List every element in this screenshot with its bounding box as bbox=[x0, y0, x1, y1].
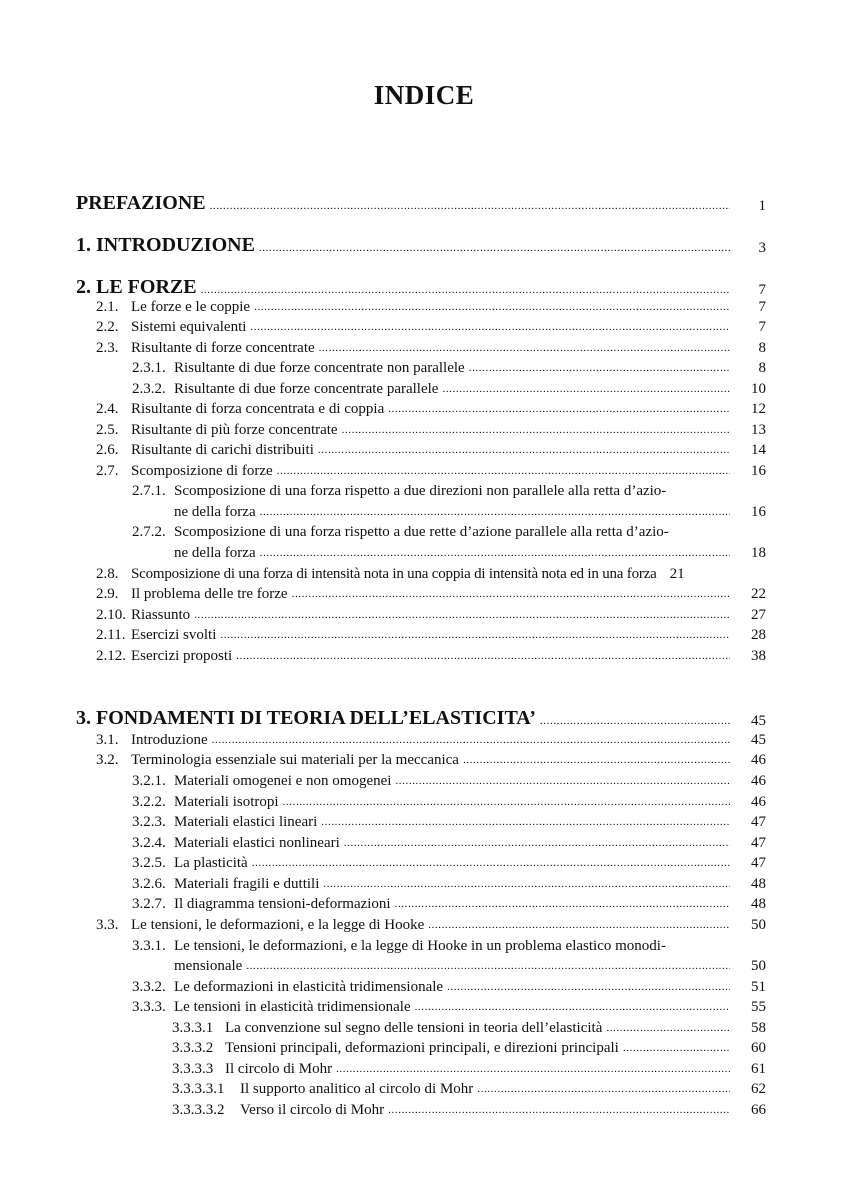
dot-leader bbox=[283, 797, 730, 807]
toc-entry-title-continued: ne della forza bbox=[174, 545, 256, 561]
toc-entry-number: 2.3.2. bbox=[132, 381, 166, 397]
toc-entry-number: 3.3.1. bbox=[132, 938, 166, 954]
toc-section[interactable] bbox=[96, 298, 766, 316]
toc-entry-title: Introduzione bbox=[131, 732, 208, 748]
dot-leader bbox=[259, 243, 730, 253]
toc-entry-title: Materiali fragili e duttili bbox=[174, 876, 320, 892]
toc-entry-number: 2.12. bbox=[96, 648, 126, 664]
toc-section[interactable] bbox=[96, 606, 766, 624]
dot-leader bbox=[463, 755, 730, 765]
toc-entry-number: 3.3.2. bbox=[132, 979, 166, 995]
toc-page-number: 8 bbox=[758, 360, 766, 376]
toc-entry-title: Il supporto analitico al circolo di Mohr bbox=[240, 1081, 474, 1097]
toc-entry-title: 3. FONDAMENTI DI TEORIA DELL’ELASTICITA’ bbox=[76, 707, 536, 729]
toc-entry-title: Terminologia essenziale sui materiali per la meccanica bbox=[131, 752, 459, 768]
toc-entry-number: 2.3. bbox=[96, 340, 119, 356]
dot-leader bbox=[277, 466, 730, 476]
toc-page-number: 7 bbox=[758, 319, 766, 335]
toc-entry-title: Esercizi proposti bbox=[131, 648, 233, 664]
toc-entry-number: 2.4. bbox=[96, 401, 119, 417]
dot-leader bbox=[254, 302, 730, 312]
toc-subsection-first-line[interactable] bbox=[132, 482, 666, 500]
toc-section[interactable] bbox=[96, 400, 766, 418]
toc-subsection[interactable] bbox=[132, 895, 766, 913]
toc-page-number: 13 bbox=[751, 422, 766, 438]
dot-leader bbox=[336, 1064, 730, 1074]
dot-leader bbox=[477, 1084, 730, 1094]
toc-chapter[interactable] bbox=[76, 275, 766, 299]
toc-page-number: 50 bbox=[751, 958, 766, 974]
toc-entry-number: 3.2.6. bbox=[132, 876, 166, 892]
toc-section[interactable] bbox=[96, 462, 766, 480]
toc-entry-number: 2.10. bbox=[96, 607, 126, 623]
toc-section[interactable] bbox=[96, 626, 766, 644]
toc-page-number: 16 bbox=[751, 504, 766, 520]
toc-page-number: 45 bbox=[751, 732, 766, 748]
toc-subsubsection[interactable] bbox=[172, 1101, 766, 1119]
dot-leader bbox=[220, 630, 730, 640]
toc-entry-title: Scomposizione di una forza rispetto a due rette d’azione parallele alla retta d’azio- bbox=[174, 524, 669, 540]
toc-page-number: 47 bbox=[751, 835, 766, 851]
toc-subsection-continuation[interactable] bbox=[174, 544, 766, 562]
toc-page-number: 47 bbox=[751, 855, 766, 871]
dot-leader bbox=[344, 838, 730, 848]
toc-entry-title: Scomposizione di una forza di intensità nota in una coppia di intensità nota ed in una forza bbox=[131, 566, 657, 582]
toc-entry-number: 3.3.3. bbox=[132, 999, 166, 1015]
toc-subsection-first-line[interactable] bbox=[132, 937, 666, 955]
dot-leader bbox=[342, 425, 730, 435]
toc-page-number: 50 bbox=[751, 917, 766, 933]
toc-subsection[interactable] bbox=[132, 772, 766, 790]
toc-page-number: 14 bbox=[751, 442, 766, 458]
toc-subsection-continuation[interactable] bbox=[174, 957, 766, 975]
toc-section[interactable] bbox=[96, 916, 766, 934]
dot-leader bbox=[319, 343, 730, 353]
toc-page-number: 22 bbox=[751, 586, 766, 602]
toc-chapter[interactable] bbox=[76, 191, 766, 215]
dot-leader bbox=[388, 404, 730, 414]
toc-page-number: 16 bbox=[751, 463, 766, 479]
toc-section[interactable] bbox=[96, 318, 766, 336]
toc-entry-number: 3.2.4. bbox=[132, 835, 166, 851]
toc-entry-number: 3.2.3. bbox=[132, 814, 166, 830]
dot-leader bbox=[395, 899, 730, 909]
dot-leader bbox=[428, 920, 730, 930]
toc-page-number: 62 bbox=[751, 1081, 766, 1097]
dot-leader bbox=[321, 817, 730, 827]
toc-entry-number: 2.7.1. bbox=[132, 483, 166, 499]
toc-page-number: 61 bbox=[751, 1061, 766, 1077]
dot-leader bbox=[415, 1002, 730, 1012]
toc-entry-title: Risultante di due forze concentrate parallele bbox=[174, 381, 439, 397]
dot-leader bbox=[194, 610, 730, 620]
toc-entry-title-continued: ne della forza bbox=[174, 504, 256, 520]
dot-leader bbox=[442, 384, 730, 394]
dot-leader bbox=[246, 961, 730, 971]
dot-leader bbox=[469, 363, 730, 373]
toc-entry-title: Esercizi svolti bbox=[131, 627, 217, 643]
toc-subsection[interactable] bbox=[132, 978, 766, 996]
dot-leader bbox=[210, 201, 730, 211]
toc-page-number: 10 bbox=[751, 381, 766, 397]
toc-chapter[interactable] bbox=[76, 233, 766, 257]
toc-entry-number: 2.11. bbox=[96, 627, 126, 643]
toc-entry-title: Le tensioni in elasticità tridimensionale bbox=[174, 999, 411, 1015]
toc-page-number: 12 bbox=[751, 401, 766, 417]
toc-entry-title: Le tensioni, le deformazioni, e la legge di Hooke in un problema elastico monodi- bbox=[174, 938, 666, 954]
toc-section[interactable] bbox=[96, 585, 766, 603]
toc-page-number: 46 bbox=[751, 773, 766, 789]
toc-page-number: 45 bbox=[751, 713, 766, 729]
toc-entry-number: 3.1. bbox=[96, 732, 119, 748]
toc-subsection[interactable] bbox=[132, 834, 766, 852]
toc-entry-number: 2.7.2. bbox=[132, 524, 166, 540]
toc-subsubsection[interactable] bbox=[172, 1060, 766, 1078]
toc-entry-number: 2.6. bbox=[96, 442, 119, 458]
toc-entry-title: PREFAZIONE bbox=[76, 192, 206, 214]
toc-subsection-continuation[interactable] bbox=[174, 503, 766, 521]
toc-page-number: 8 bbox=[758, 340, 766, 356]
toc-entry-title: La convenzione sul segno delle tensioni in teoria dell’elasticità bbox=[225, 1020, 603, 1036]
toc-entry-title-continued: mensionale bbox=[174, 958, 243, 974]
toc-subsection[interactable] bbox=[132, 998, 766, 1016]
toc-page-number: 28 bbox=[751, 627, 766, 643]
toc-subsection-first-line[interactable] bbox=[132, 523, 669, 541]
dot-leader bbox=[540, 716, 730, 726]
toc-entry-title: Riassunto bbox=[131, 607, 191, 623]
toc-entry-title: Materiali isotropi bbox=[174, 794, 279, 810]
dot-leader bbox=[201, 285, 730, 295]
toc-page-number: 21 bbox=[669, 566, 685, 582]
toc-entry-title: Il problema delle tre forze bbox=[131, 586, 288, 602]
dot-leader bbox=[292, 589, 730, 599]
toc-entry-title: Il circolo di Mohr bbox=[225, 1061, 333, 1077]
toc-entry-title: Scomposizione di una forza rispetto a due direzioni non parallele alla retta d’azio- bbox=[174, 483, 667, 499]
toc-entry-number: 3.3. bbox=[96, 917, 119, 933]
toc-entry-number: 2.5. bbox=[96, 422, 119, 438]
dot-leader bbox=[623, 1043, 730, 1053]
toc-section[interactable] bbox=[96, 731, 766, 749]
toc-page-number: 55 bbox=[751, 999, 766, 1015]
toc-entry-title: Risultante di carichi distribuiti bbox=[131, 442, 314, 458]
toc-entry-title: Le tensioni, le deformazioni, e la legge di Hooke bbox=[131, 917, 425, 933]
toc-entry-title: Risultante di due forze concentrate non parallele bbox=[174, 360, 465, 376]
dot-leader bbox=[395, 776, 730, 786]
toc-page-number: 18 bbox=[751, 545, 766, 561]
toc-entry-number: 3.2.7. bbox=[132, 896, 166, 912]
toc-section[interactable] bbox=[96, 441, 766, 459]
toc-page-number: 58 bbox=[751, 1020, 766, 1036]
toc-entry-number: 3.3.3.3.1 bbox=[172, 1081, 225, 1097]
toc-page-number: 46 bbox=[751, 794, 766, 810]
dot-leader bbox=[388, 1105, 730, 1115]
toc-page-number: 66 bbox=[751, 1102, 766, 1118]
toc-entry-number: 3.2.1. bbox=[132, 773, 166, 789]
toc-entry-number: 3.2.5. bbox=[132, 855, 166, 871]
toc-page-number: 48 bbox=[751, 876, 766, 892]
toc-entry-number: 2.8. bbox=[96, 566, 119, 582]
page-title: INDICE bbox=[373, 80, 475, 110]
dot-leader bbox=[236, 651, 730, 661]
toc-entry-title: Tensioni principali, deformazioni principali, e direzioni principali bbox=[225, 1040, 619, 1056]
toc-entry-title: Materiali omogenei e non omogenei bbox=[174, 773, 392, 789]
toc-entry-number: 3.3.3.1 bbox=[172, 1020, 214, 1036]
toc-subsection[interactable] bbox=[132, 875, 766, 893]
toc-page-number: 46 bbox=[751, 752, 766, 768]
toc-page-number: 1 bbox=[758, 198, 766, 214]
toc-entry-title: Sistemi equivalenti bbox=[131, 319, 247, 335]
toc-entry-number: 2.1. bbox=[96, 299, 119, 315]
toc-subsection[interactable] bbox=[132, 359, 766, 377]
toc-entry-title: Risultante di forze concentrate bbox=[131, 340, 315, 356]
toc-entry-title: Risultante di più forze concentrate bbox=[131, 422, 338, 438]
dot-leader bbox=[323, 879, 730, 889]
toc-entry-title: Le deformazioni in elasticità tridimensionale bbox=[174, 979, 444, 995]
dot-leader bbox=[260, 507, 730, 517]
toc-subsubsection[interactable] bbox=[172, 1039, 766, 1057]
toc-page-number: 47 bbox=[751, 814, 766, 830]
toc-page-number: 48 bbox=[751, 896, 766, 912]
dot-leader bbox=[260, 548, 730, 558]
toc-subsection[interactable] bbox=[132, 380, 766, 398]
toc-subsection[interactable] bbox=[132, 854, 766, 872]
toc-page-number: 51 bbox=[751, 979, 766, 995]
dot-leader bbox=[606, 1023, 730, 1033]
toc-entry-title: Verso il circolo di Mohr bbox=[240, 1102, 385, 1118]
toc-subsection[interactable] bbox=[132, 793, 766, 811]
toc-entry-number: 3.2. bbox=[96, 752, 119, 768]
toc-entry-number: 2.9. bbox=[96, 586, 119, 602]
toc-entry-number: 2.2. bbox=[96, 319, 119, 335]
dot-leader bbox=[318, 445, 730, 455]
toc-page-number: 7 bbox=[758, 299, 766, 315]
toc-page-number: 7 bbox=[758, 282, 766, 298]
toc-section[interactable] bbox=[96, 647, 766, 665]
toc-section[interactable] bbox=[96, 565, 766, 583]
toc-entry-title: Risultante di forza concentrata e di coppia bbox=[131, 401, 385, 417]
toc-entry-title: Le forze e le coppie bbox=[131, 299, 251, 315]
toc-entry-number: 3.3.3.3.2 bbox=[172, 1102, 225, 1118]
toc-entry-number: 3.3.3.3 bbox=[172, 1061, 214, 1077]
toc-entry-title: 2. LE FORZE bbox=[76, 276, 197, 298]
toc-chapter[interactable] bbox=[76, 706, 766, 730]
toc-entry-title: Scomposizione di forze bbox=[131, 463, 273, 479]
toc-entry-number: 2.7. bbox=[96, 463, 119, 479]
toc-entry-number: 3.2.2. bbox=[132, 794, 166, 810]
toc-entry-number: 3.3.3.2 bbox=[172, 1040, 214, 1056]
toc-page-number: 60 bbox=[751, 1040, 766, 1056]
toc-entry-number: 2.3.1. bbox=[132, 360, 166, 376]
toc-subsubsection[interactable] bbox=[172, 1019, 766, 1037]
dot-leader bbox=[252, 858, 730, 868]
dot-leader bbox=[250, 322, 730, 332]
toc-entry-title: La plasticità bbox=[174, 855, 248, 871]
toc-entry-title: Materiali elastici nonlineari bbox=[174, 835, 340, 851]
toc-section[interactable] bbox=[96, 751, 766, 769]
toc-page-number: 27 bbox=[751, 607, 766, 623]
toc-entry-title: 1. INTRODUZIONE bbox=[76, 234, 255, 256]
dot-leader bbox=[212, 735, 730, 745]
toc-page-number: 38 bbox=[751, 648, 766, 664]
toc-section[interactable] bbox=[96, 339, 766, 357]
dot-leader bbox=[447, 982, 730, 992]
toc-entry-title: Materiali elastici lineari bbox=[174, 814, 318, 830]
toc-section[interactable] bbox=[96, 421, 766, 439]
toc-subsubsection[interactable] bbox=[172, 1080, 766, 1098]
toc-subsection[interactable] bbox=[132, 813, 766, 831]
toc-page-number: 3 bbox=[758, 240, 766, 256]
toc-entry-title: Il diagramma tensioni-deformazioni bbox=[174, 896, 391, 912]
